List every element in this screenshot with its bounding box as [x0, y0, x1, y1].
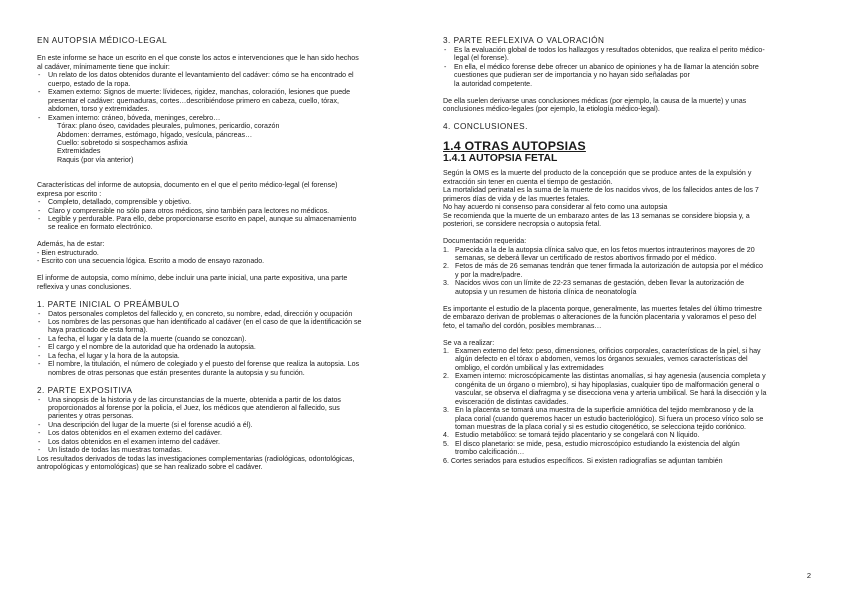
left-column [37, 36, 405, 472]
paragraph: Según la OMS es la muerte del producto de la concepción que se produce antes de la expulsión y extracción sin tener en cuenta el tiempo de gestación. La mortalidad perinatal es la suma de la muerte de los nacidos vivos, de los fallecidos antes de los 7 primeros días de vida y de las muertes fetales. No hay acuerdo ni consenso para considerar al feto como una autopsia Se recomienda que la muerte de un embarazo antes de las 13 semanas se considere biopsia y, a posteriori, se considere necropsia o autopsia fetal. [443, 169, 759, 229]
list-item: - El nombre, la titulación, el número de colegiado y el puesto del forense que realiza la autopsia. Los nombres de otras personas que están presentes durante la autopsia y su función. [37, 360, 405, 377]
list-item: 2. Examen interno: microscópicamente las distintas anomalías, si hay agenesia (ausencia completa y congénita de un órgano o miembro), si hay hipoplasias, cualquier tipo de malformación general o vascular, se observa el diafragma y se disecciona vena y arteria umbilical. Se hará la disección y la evisceración de distintas cavidades. [443, 372, 767, 406]
list-item: 6. Cortes seriados para estudios específicos. Si existen radiografías se adjuntan también [443, 456, 723, 465]
paragraph: Características del informe de autopsia, documento en el que el perito médico-legal (el forense) expresa por escrito : [37, 181, 338, 198]
heading-otras-autopsias: 1.4 OTRAS AUTOPSIAS [443, 139, 586, 154]
list-item: 4. Estudio metabólico: se tomará tejido placentario y se congelará con N líquido. [443, 431, 700, 440]
list-item: - Un listado de todas las muestras tomadas. [37, 446, 405, 454]
list-item: - La fecha, el lugar y la data de la muerte (cuando se conozcan). [37, 335, 405, 343]
section-title-parte-expositiva: 2. PARTE EXPOSITIVA [37, 385, 133, 395]
paragraph: El informe de autopsia, como mínimo, debe incluir una parte inicial, una parte expositiva, una parte reflexiva y unas conclusiones. [37, 274, 348, 291]
paragraph: Es importante el estudio de la placenta porque, generalmente, las muertes fetales del último trimestre de embarazo derivan de problemas o alteraciones de la función placentaria y valoramos el peso del feto, el tamaño del cordón, posibles membranas… [443, 304, 762, 330]
paragraph: Se va a realizar: [443, 338, 495, 347]
paragraph: De ella suelen derivarse unas conclusiones médicas (por ejemplo, la causa de la muerte) y unas conclusiones médico-legales (por ejemplo, la etiología médico-legal). [443, 96, 747, 114]
list-item: - Los datos obtenidos en el examen externo del cadáver. [37, 429, 405, 437]
sub-list: Tórax: plano óseo, cavidades pleurales, pulmones, pericardio, corazón Abdomen: derrames, estómago, hígado, vesícula, páncreas… Cuello: sobretodo si sospechamos asfixia Extremidades Raquis (por vía anterior) [57, 122, 280, 164]
list-item: - Claro y comprensible no sólo para otros médicos, sino también para lectores no médicos. [37, 207, 405, 215]
list-item: - Examen externo: Signos de muerte: lívideces, rigidez, manchas, coloración, lesiones que puede presentar el cadáver: quemaduras, cortes…describiéndose primero en cabeza, cuello, tórax, abdomen, torso y extremidades. [37, 88, 405, 113]
list-item: 5. El disco planetario: se mide, pesa, estudio microscópico estudiando la existencia del algún trombo calcificación… [443, 439, 740, 457]
intro-line: al cadáver, mínimamente tiene que incluir: [37, 62, 170, 71]
list-item: - En ella, el médico forense debe ofrecer un abanico de opiniones y ha de llamar la atención sobre cuestiones que pudieran ser de importancia y no hayan sido señaladas por la autoridad competente. [443, 63, 813, 88]
section-title-conclusiones: 4. CONCLUSIONES. [443, 122, 528, 132]
list-item: - Un relato de los datos obtenidos durante el levantamiento del cadáver: cómo se ha encontrado el cuerpo, estado de la ropa. [37, 71, 405, 88]
list-item: - Datos personales completos del fallecido y, en concreto, su nombre, edad, dirección y ocupación [37, 310, 405, 318]
right-column [443, 36, 813, 465]
list-item: 1. Parecida a la de la autopsia clínica salvo que, en los fetos muertos intrauterinos mayores de 20 semanas, se deberá llevar un certificado de restos abortivos firmado por el médico. [443, 245, 755, 262]
list-item: 1. Examen externo del feto: peso, dimensiones, orificios corporales, características de la piel, si hay algún defecto en el tórax o abdomen, vemos los órganos sexuales, vemos características del ombligo, el cordón umbilical y las extremidades [443, 346, 761, 372]
list-item: - Legible y perdurable. Para ello, debe proporcionarse escrito en papel, aunque su almacenamiento se realice en formato electrónico. [37, 215, 405, 232]
section-title-parte-reflexiva: 3. PARTE REFLEXIVA O VALORACIÓN [443, 36, 605, 45]
list-item: - La fecha, el lugar y la hora de la autopsia. [37, 352, 405, 360]
intro-line: En este informe se hace un escrito en el que conste los actos e intervenciones que le han sido hechos [37, 54, 359, 63]
paragraph: Los resultados derivados de todas las investigaciones complementarias (radiológicas, odontológicas, antropológicas y entomológicas) que se han realizado sobre el cadáver. [37, 454, 355, 472]
list-item: - Los datos obtenidos en el examen interno del cadáver. [37, 438, 405, 446]
list-item: - Una sinopsis de la historia y de las circunstancias de la muerte, obtenida a partir de los datos proporcionados al forense por la policía, el Juez, los médicos que atendieron al fallecido, sus parientes y otras personas. [37, 396, 405, 421]
list-item: - Los nombres de las personas que han identificado al cadáver (en el caso de que la identificación se haya practicado de esta forma). [37, 318, 405, 335]
paragraph: Documentación requerida: [443, 237, 527, 246]
list-item: 2. Fetos de más de 26 semanas tendrán que tener firmada la autorización de autopsia por el médico y por la madre/padre. [443, 262, 763, 279]
paragraph: Además, ha de estar: - Bien estructurado. - Escrito con una secuencia lógica. Escrito a modo de ensayo razonado. [37, 240, 265, 266]
list-item: - Examen interno: cráneo, bóveda, meninges, cerebro… [37, 114, 405, 122]
list-item: - Una descripción del lugar de la muerte (si el forense acudió a él). [37, 421, 405, 429]
list-item: 3. Nacidos vivos con un límite de 22-23 semanas de gestación, deben llevar la autorización de autopsia y un resumen de historia clínica de neonatología [443, 279, 745, 296]
list-item: - El cargo y el nombre de la autoridad que ha ordenado la autopsia. [37, 343, 405, 351]
list-item: 3. En la placenta se tomará una muestra de la superficie amniótica del tejido membranoso y de la placa corial (cuando queremos hacer un estudio bacteriológico). Si fuera un proceso vírico solo se toman muestras de la placa corial y si es estudio citogenético, se selecciona tejido coriónico. [443, 406, 764, 432]
list-item: - Completo, detallado, comprensible y objetivo. [37, 198, 405, 206]
section-title-parte-inicial: 1. PARTE INICIAL O PREÁMBULO [37, 299, 180, 309]
section-title-medico-legal: EN AUTOPSIA MÉDICO-LEGAL [37, 36, 168, 45]
heading-autopsia-fetal: 1.4.1 AUTOPSIA FETAL [443, 153, 558, 165]
list-item: - Es la evaluación global de todos los hallazgos y resultados obtenidos, que realiza el perito médico- legal (el forense). [443, 46, 813, 63]
page-number: 2 [806, 571, 811, 580]
